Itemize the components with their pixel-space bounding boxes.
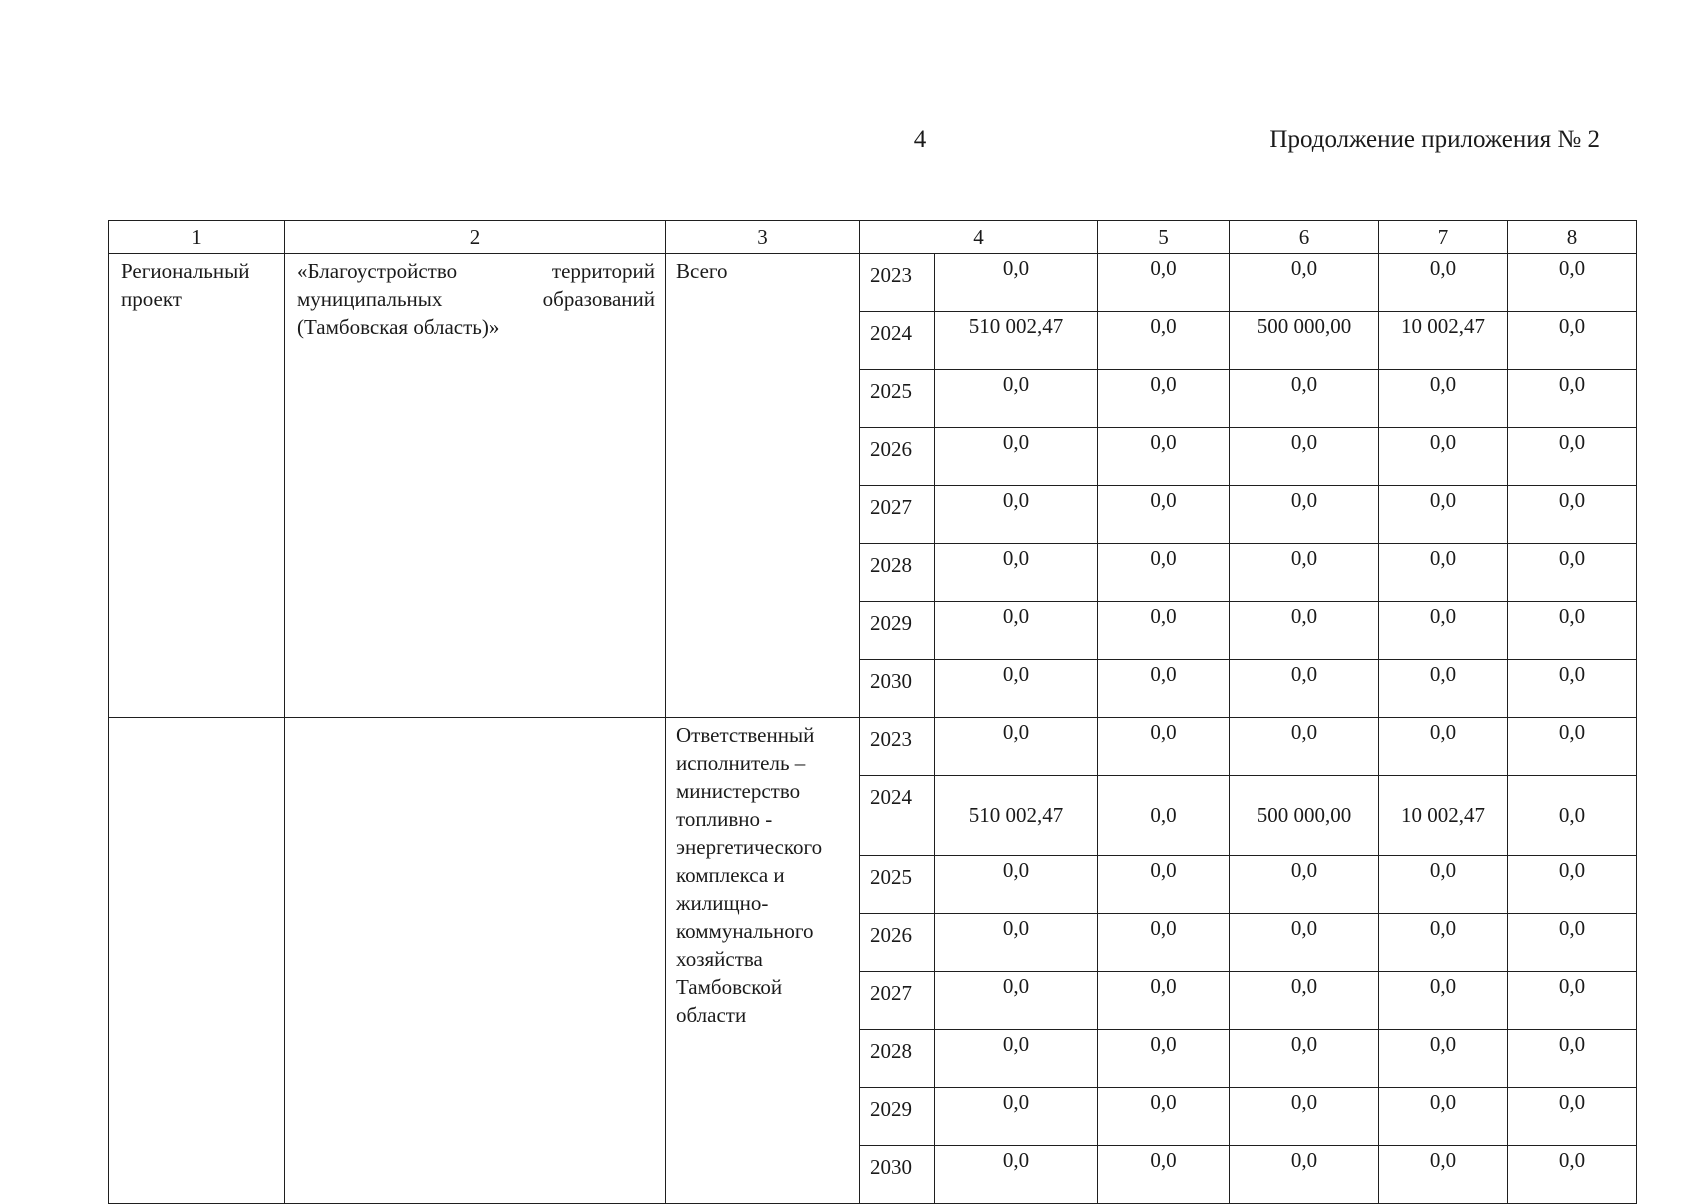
amount-cell-4: 0,0 (935, 428, 1098, 486)
amount-cell-8: 0,0 (1508, 1088, 1637, 1146)
responsible-executor-line: исполнитель – (676, 751, 806, 775)
amount-cell-8: 0,0 (1508, 718, 1637, 776)
amount-cell-6: 0,0 (1230, 660, 1379, 718)
amount-cell-5: 0,0 (1098, 718, 1230, 776)
column-number-cell: 6 (1230, 221, 1379, 254)
project-type-cell: Региональный проект (109, 254, 285, 718)
table-row (109, 718, 1637, 776)
amount-cell-8: 0,0 (1508, 486, 1637, 544)
responsible-executor-line: топливно - (676, 807, 773, 831)
amount-cell-5: 0,0 (1098, 856, 1230, 914)
amount-cell-8: 0,0 (1508, 544, 1637, 602)
amount-cell-7: 0,0 (1379, 370, 1508, 428)
amount-cell-7: 0,0 (1379, 718, 1508, 776)
amount-cell-6: 0,0 (1230, 602, 1379, 660)
project-name-empty-cell (285, 718, 666, 1204)
amount-cell-4: 0,0 (935, 856, 1098, 914)
amount-cell-4: 510 002,47 (935, 776, 1098, 856)
amount-cell-6: 0,0 (1230, 914, 1379, 972)
year-cell: 2025 (860, 370, 935, 428)
amount-cell-6: 0,0 (1230, 486, 1379, 544)
responsible-executor-line: Тамбовской (676, 975, 783, 999)
amount-cell-7: 0,0 (1379, 486, 1508, 544)
amount-cell-5: 0,0 (1098, 428, 1230, 486)
amount-cell-4: 0,0 (935, 1088, 1098, 1146)
project-name-line: «Благоустройство территорий (297, 259, 655, 283)
amount-cell-6: 500 000,00 (1230, 312, 1379, 370)
page-number: 4 (913, 126, 927, 153)
responsible-executor-line: энергетического (676, 835, 823, 859)
amount-cell-7: 0,0 (1379, 1088, 1508, 1146)
year-cell: 2028 (860, 1030, 935, 1088)
year-cell: 2023 (860, 254, 935, 312)
amount-cell-6: 0,0 (1230, 972, 1379, 1030)
responsible-executor-line: области (676, 1003, 747, 1027)
amount-cell-5: 0,0 (1098, 1030, 1230, 1088)
responsible-executor-line: коммунального (676, 919, 814, 943)
column-number-cell: 5 (1098, 221, 1230, 254)
responsible-executor-line: министерство (676, 779, 801, 803)
amount-cell-8: 0,0 (1508, 972, 1637, 1030)
year-cell: 2024 (860, 776, 935, 856)
funding-table (108, 220, 1637, 1204)
amount-cell-8: 0,0 (1508, 312, 1637, 370)
year-cell: 2028 (860, 544, 935, 602)
amount-cell-7: 10 002,47 (1379, 312, 1508, 370)
amount-cell-7: 0,0 (1379, 428, 1508, 486)
amount-cell-6: 500 000,00 (1230, 776, 1379, 856)
amount-cell-4: 0,0 (935, 718, 1098, 776)
amount-cell-5: 0,0 (1098, 312, 1230, 370)
amount-cell-8: 0,0 (1508, 776, 1637, 856)
amount-cell-4: 0,0 (935, 370, 1098, 428)
responsible-executor-line: Ответственный (676, 723, 815, 747)
year-cell: 2029 (860, 1088, 935, 1146)
amount-cell-7: 0,0 (1379, 602, 1508, 660)
project-name-line: (Тамбовская область)» (297, 315, 500, 339)
total-label-cell: Всего (666, 254, 860, 718)
year-cell: 2027 (860, 972, 935, 1030)
amount-cell-7: 0,0 (1379, 914, 1508, 972)
amount-cell-8: 0,0 (1508, 856, 1637, 914)
amount-cell-5: 0,0 (1098, 544, 1230, 602)
amount-cell-4: 0,0 (935, 486, 1098, 544)
amount-cell-7: 0,0 (1379, 856, 1508, 914)
amount-cell-8: 0,0 (1508, 602, 1637, 660)
amount-cell-8: 0,0 (1508, 1146, 1637, 1204)
amount-cell-5: 0,0 (1098, 602, 1230, 660)
amount-cell-4: 0,0 (935, 544, 1098, 602)
column-number-row (109, 221, 1637, 254)
amount-cell-6: 0,0 (1230, 1146, 1379, 1204)
year-cell: 2024 (860, 312, 935, 370)
amount-cell-8: 0,0 (1508, 1030, 1637, 1088)
amount-cell-5: 0,0 (1098, 486, 1230, 544)
amount-cell-8: 0,0 (1508, 254, 1637, 312)
amount-cell-5: 0,0 (1098, 972, 1230, 1030)
amount-cell-5: 0,0 (1098, 776, 1230, 856)
year-cell: 2025 (860, 856, 935, 914)
responsible-executor-line: комплекса и (676, 863, 785, 887)
amount-cell-6: 0,0 (1230, 718, 1379, 776)
amount-cell-4: 0,0 (935, 660, 1098, 718)
amount-cell-5: 0,0 (1098, 1088, 1230, 1146)
project-name-line: муниципальных образований (297, 287, 655, 311)
year-cell: 2030 (860, 660, 935, 718)
amount-cell-6: 0,0 (1230, 370, 1379, 428)
amount-cell-7: 0,0 (1379, 254, 1508, 312)
amount-cell-8: 0,0 (1508, 370, 1637, 428)
amount-cell-6: 0,0 (1230, 1088, 1379, 1146)
responsible-executor-cell (666, 718, 860, 1204)
column-number-cell: 4 (860, 221, 1098, 254)
amount-cell-7: 10 002,47 (1379, 776, 1508, 856)
amount-cell-5: 0,0 (1098, 370, 1230, 428)
year-cell: 2027 (860, 486, 935, 544)
amount-cell-8: 0,0 (1508, 914, 1637, 972)
amount-cell-6: 0,0 (1230, 544, 1379, 602)
amount-cell-4: 0,0 (935, 1146, 1098, 1204)
amount-cell-4: 0,0 (935, 602, 1098, 660)
amount-cell-4: 0,0 (935, 914, 1098, 972)
amount-cell-5: 0,0 (1098, 914, 1230, 972)
amount-cell-7: 0,0 (1379, 544, 1508, 602)
year-cell: 2030 (860, 1146, 935, 1204)
amount-cell-7: 0,0 (1379, 1146, 1508, 1204)
year-cell: 2029 (860, 602, 935, 660)
amount-cell-8: 0,0 (1508, 428, 1637, 486)
amount-cell-4: 0,0 (935, 1030, 1098, 1088)
amount-cell-5: 0,0 (1098, 660, 1230, 718)
column-number-cell: 1 (109, 221, 285, 254)
column-number-cell: 3 (666, 221, 860, 254)
amount-cell-4: 510 002,47 (935, 312, 1098, 370)
responsible-executor-line: жилищно- (676, 891, 769, 915)
responsible-executor-line: хозяйства (676, 947, 763, 971)
project-type-empty-cell (109, 718, 285, 1204)
table-row (109, 254, 1637, 312)
amount-cell-5: 0,0 (1098, 254, 1230, 312)
amount-cell-6: 0,0 (1230, 254, 1379, 312)
column-number-cell: 8 (1508, 221, 1637, 254)
amount-cell-6: 0,0 (1230, 428, 1379, 486)
amount-cell-4: 0,0 (935, 972, 1098, 1030)
amount-cell-5: 0,0 (1098, 1146, 1230, 1204)
column-number-cell: 2 (285, 221, 666, 254)
amount-cell-4: 0,0 (935, 254, 1098, 312)
amount-cell-7: 0,0 (1379, 660, 1508, 718)
amount-cell-7: 0,0 (1379, 1030, 1508, 1088)
amount-cell-8: 0,0 (1508, 660, 1637, 718)
year-cell: 2026 (860, 428, 935, 486)
project-name-cell (285, 254, 666, 718)
year-cell: 2026 (860, 914, 935, 972)
year-cell: 2023 (860, 718, 935, 776)
column-number-cell: 7 (1379, 221, 1508, 254)
amount-cell-6: 0,0 (1230, 1030, 1379, 1088)
appendix-continuation-title: Продолжение приложения № 2 (1269, 126, 1600, 153)
amount-cell-6: 0,0 (1230, 856, 1379, 914)
amount-cell-7: 0,0 (1379, 972, 1508, 1030)
